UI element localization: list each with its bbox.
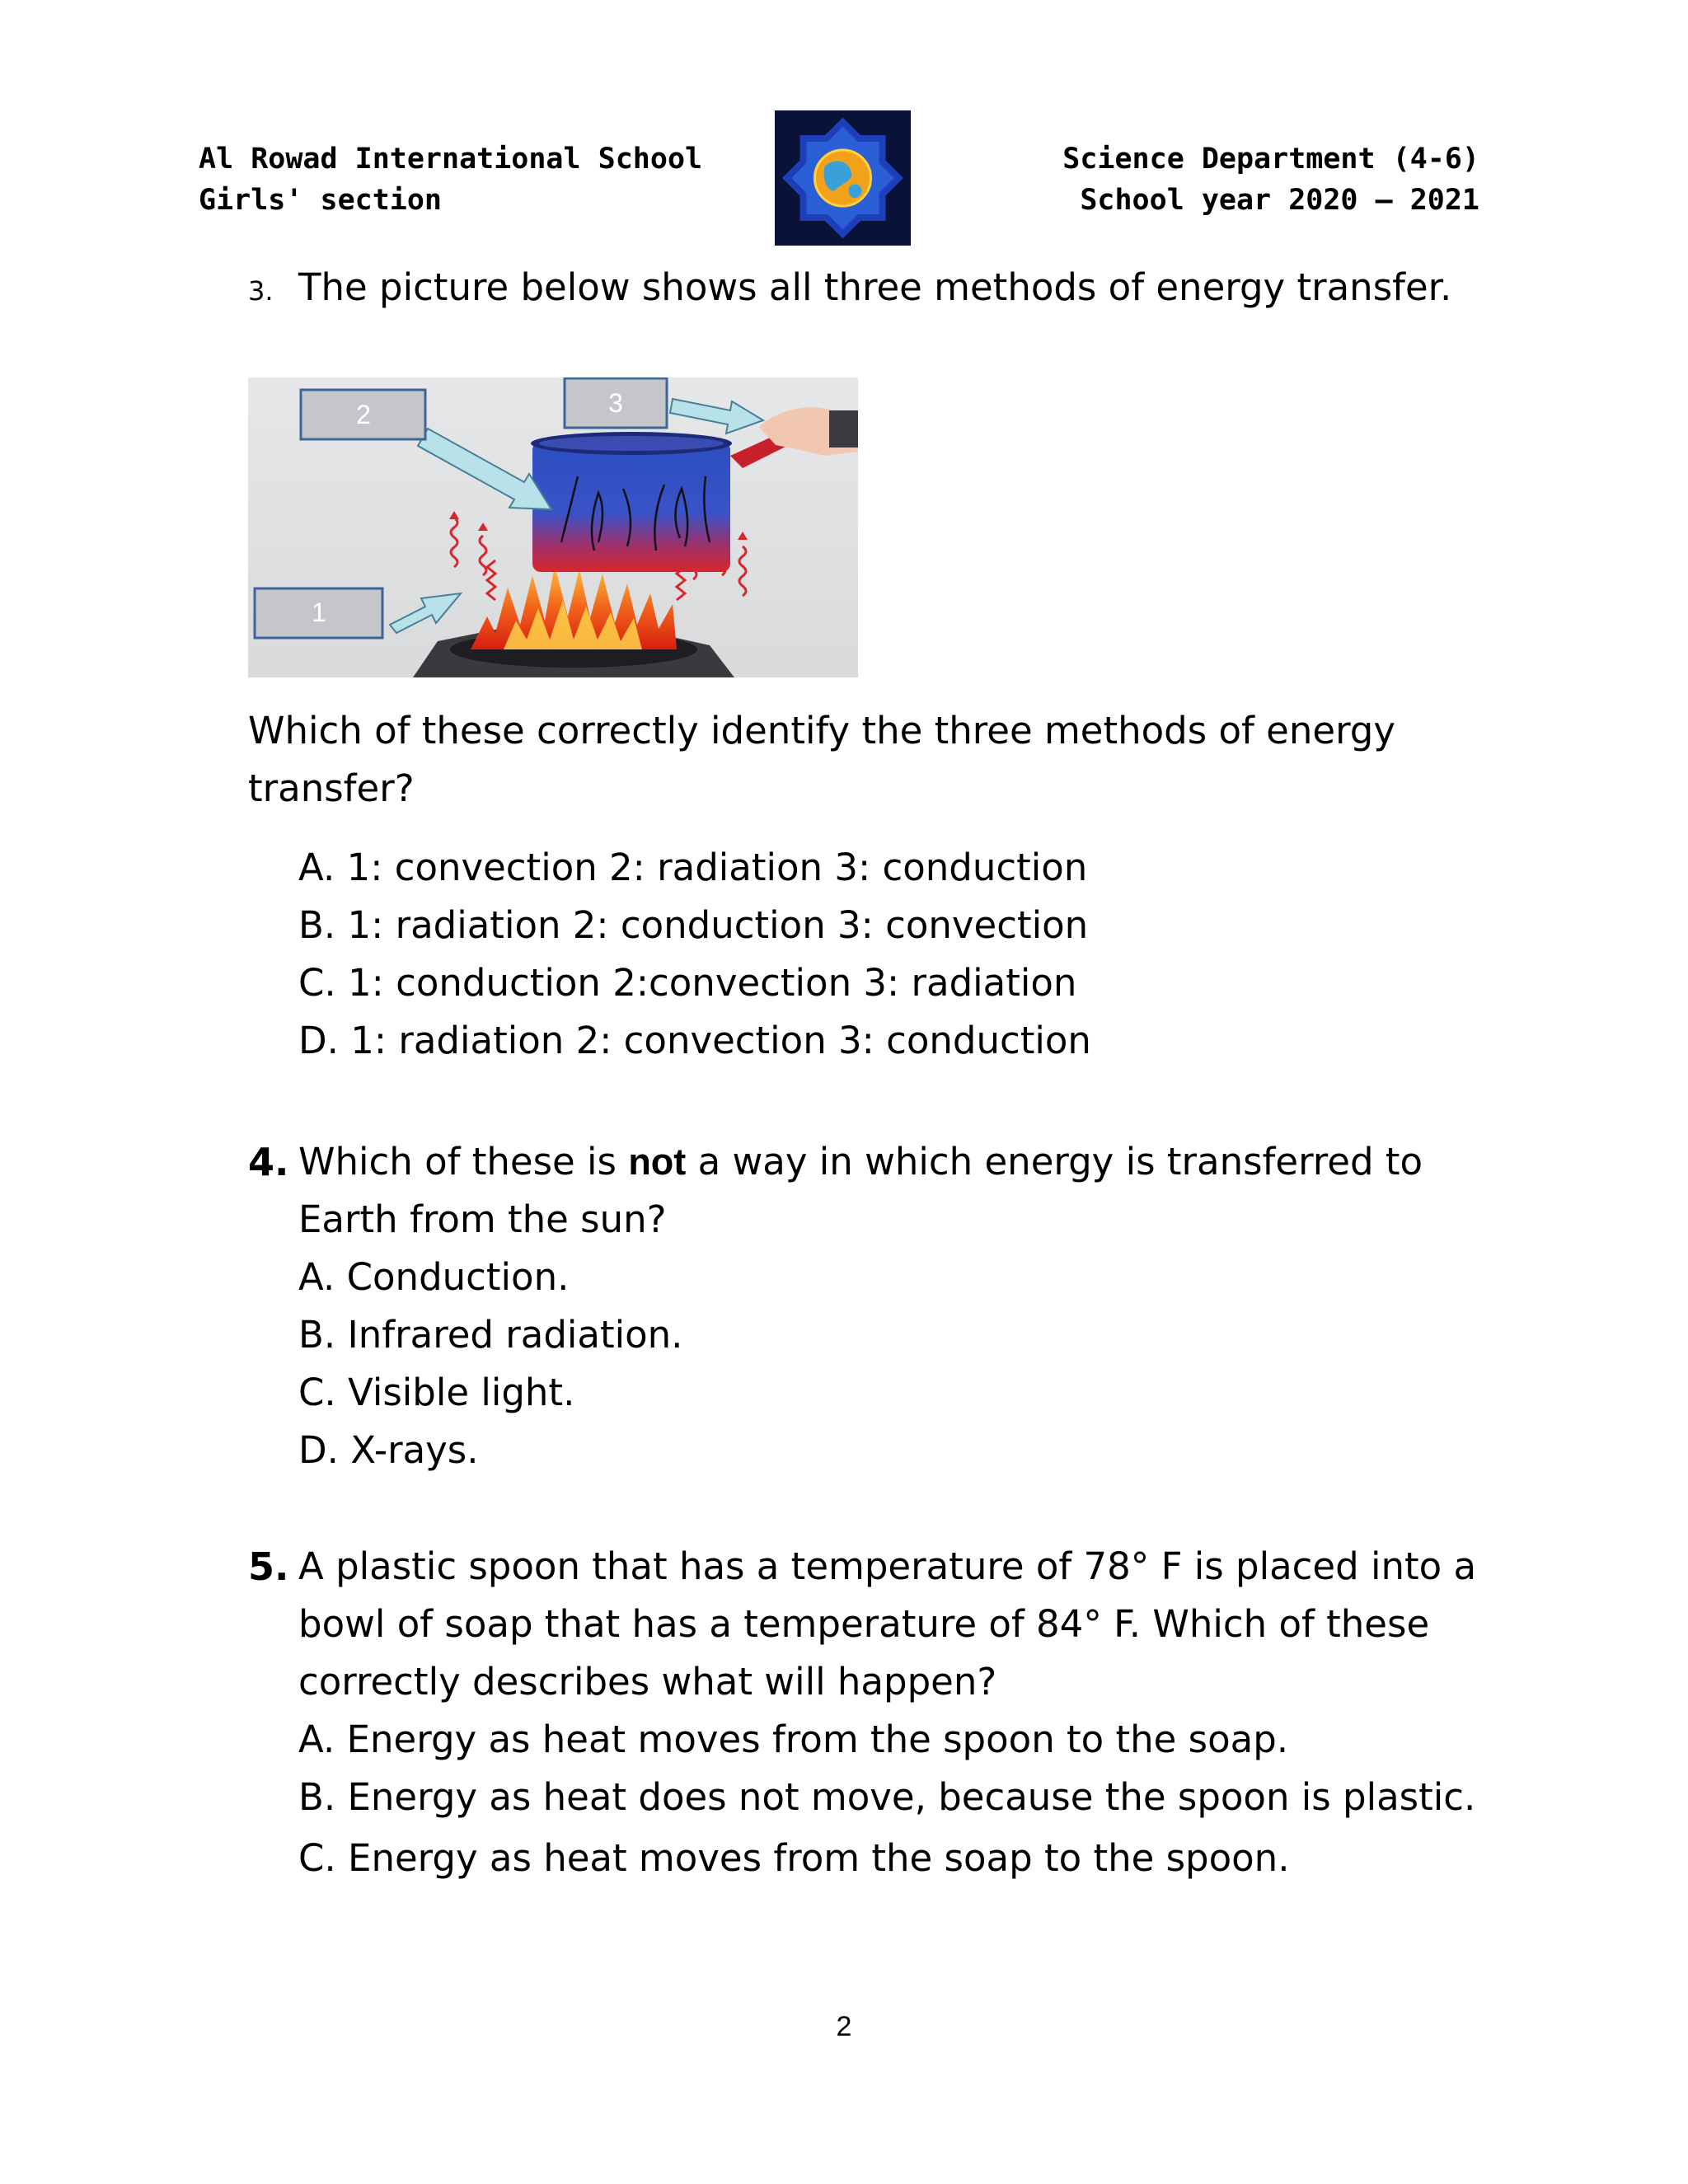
q3-option-a: A. 1: convection 2: radiation 3: conduction <box>298 846 1088 889</box>
header-right <box>1062 138 1479 221</box>
q5-number: 5. <box>248 1544 289 1589</box>
q3-number: 3. <box>248 275 274 307</box>
svg-text:3: 3 <box>608 388 623 418</box>
figure-label-2 <box>301 390 425 439</box>
header-left <box>199 138 702 221</box>
svg-text:1: 1 <box>312 598 326 627</box>
q5-option-b: B. Energy as heat does not move, because the spoon is plastic. <box>298 1775 1476 1819</box>
q5-question-line3: correctly describes what will happen? <box>298 1660 997 1704</box>
q3-question-line2: transfer? <box>248 766 415 810</box>
q3-option-c: C. 1: conduction 2:convection 3: radiation <box>298 961 1077 1005</box>
q4-number: 4. <box>248 1140 289 1184</box>
svg-text:2: 2 <box>356 400 371 429</box>
q5-question-line2: bowl of soap that has a temperature of 84° F. Which of these <box>298 1602 1430 1646</box>
school-section: Girls' section <box>199 184 443 217</box>
q4-option-d: D. X-rays. <box>298 1428 479 1472</box>
q3-question-line1: Which of these correctly identify the three methods of energy <box>248 709 1395 752</box>
q4-option-a: A. Conduction. <box>298 1255 570 1299</box>
q4-question-line1: Which of these is not a way in which energy is transferred to <box>298 1140 1423 1183</box>
heat-transfer-figure <box>248 377 858 677</box>
q4-option-c: C. Visible light. <box>298 1371 575 1414</box>
q4-question-line2: Earth from the sun? <box>298 1197 667 1241</box>
school-year: School year 2020 – 2021 <box>1080 184 1479 217</box>
school-logo <box>775 110 911 246</box>
q3-option-b: B. 1: radiation 2: conduction 3: convection <box>298 903 1089 947</box>
q5-option-c: C. Energy as heat moves from the soap to the spoon. <box>298 1836 1290 1880</box>
school-name: Al Rowad International School <box>199 143 703 176</box>
q3-option-d: D. 1: radiation 2: convection 3: conduction <box>298 1019 1091 1062</box>
q4-not-emphasis: not <box>628 1141 687 1183</box>
q3-intro: The picture below shows all three methods of energy transfer. <box>298 265 1452 309</box>
q5-question-line1: A plastic spoon that has a temperature of 78° F is placed into a <box>298 1544 1477 1588</box>
department-name: Science Department (4-6) <box>1062 143 1479 176</box>
figure-label-3 <box>565 378 667 428</box>
page-number: 2 <box>836 2011 852 2042</box>
q5-option-a: A. Energy as heat moves from the spoon to the soap. <box>298 1718 1289 1761</box>
q4-option-b: B. Infrared radiation. <box>298 1313 683 1357</box>
figure-label-1 <box>255 588 382 638</box>
